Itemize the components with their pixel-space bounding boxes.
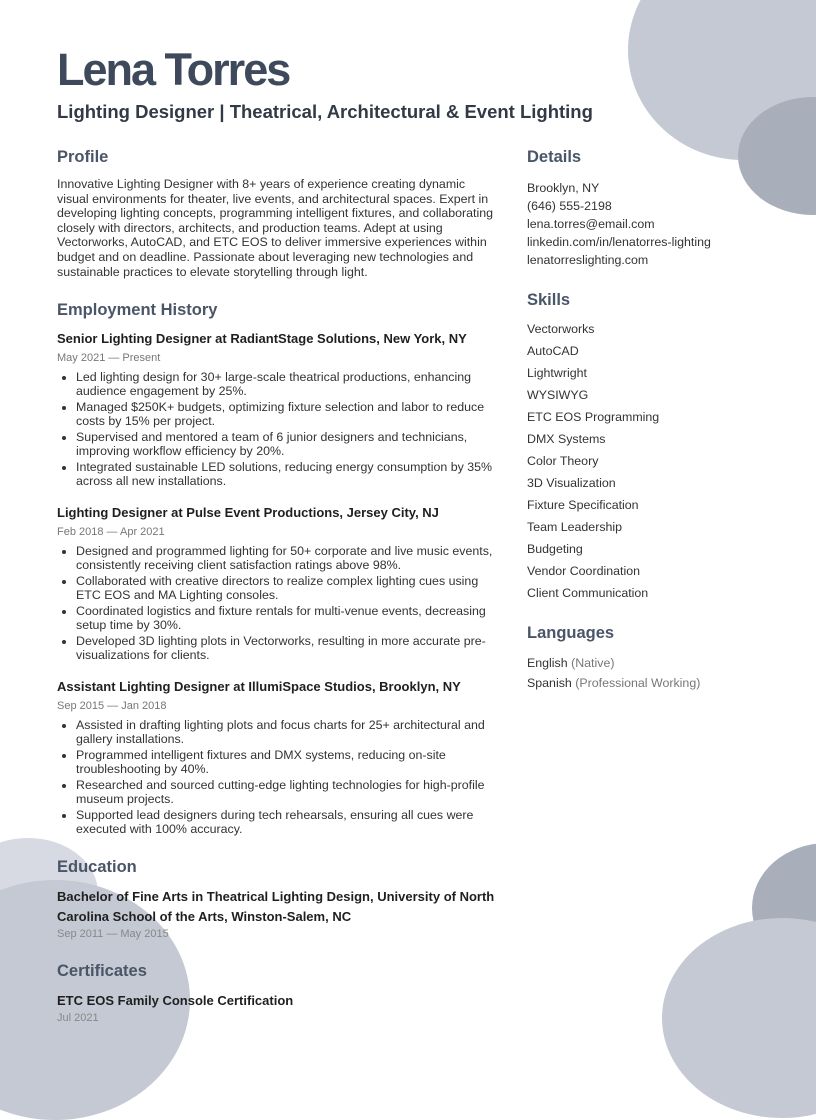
job-bullet: • Collaborated with creative directors to realize complex lighting cues using ETC EOS and MA Lighting consoles. [76, 574, 497, 602]
language-item [527, 653, 787, 673]
linkedin-link[interactable]: linkedin.com/in/lenatorres-lighting [527, 235, 711, 249]
skill-item: Color Theory [527, 454, 599, 468]
job-bullet: • Assisted in drafting lighting plots and focus charts for 25+ architectural and gallery installations. [76, 718, 497, 746]
candidate-name: Lena Torres [57, 44, 290, 95]
certificate-name: ETC EOS Family Console Certification [57, 993, 294, 1009]
education-heading: Education [57, 858, 137, 877]
job-dates: May 2021 — Present [57, 352, 161, 365]
skill-item: DMX Systems [527, 432, 606, 446]
certificate-dates: Jul 2021 [57, 1012, 99, 1025]
skills-heading: Skills [527, 291, 571, 309]
skill-item: Budgeting [527, 542, 583, 556]
job-bullet: • Researched and sourced cutting-edge lighting technologies for high-profile museum projects. [76, 778, 497, 806]
location-text: Brooklyn, NY [527, 181, 600, 195]
job-bullets [57, 544, 497, 662]
profile-section [57, 148, 497, 279]
profile-heading: Profile [57, 148, 109, 166]
job-bullet: • Supervised and mentored a team of 6 junior designers and technicians, improving workflow efficiency by 20%. [76, 430, 497, 458]
language-name: English [527, 656, 568, 670]
certificates-heading: Certificates [57, 962, 147, 981]
language-level: (Native) [571, 656, 615, 670]
profile-text: Innovative Lighting Designer with 8+ years of experience creating dynamic visual environments for theater, live events, and architectural spaces. Expert in developing lighting concepts, programming intelligent fixtures, and collaborating closely with directors, architects, and production teams. Adept at using Vectorworks, AutoCAD, and ETC EOS to deliver immersive experiences within budget and on deadline. Passionate about leveraging new technologies and sustainable practices to elevate storytelling through light. [57, 177, 493, 279]
job-bullet: • Developed 3D lighting plots in Vectorworks, resulting in more accurate pre-visualizations for clients. [76, 634, 497, 662]
employment-section [57, 301, 497, 836]
job-entry [57, 330, 497, 488]
job-title: Lighting Designer at Pulse Event Productions, Jersey City, NJ [57, 505, 439, 521]
education-dates: Sep 2011 — May 2015 [57, 928, 169, 941]
skill-item: ETC EOS Programming [527, 410, 660, 424]
skill-item: WYSIWYG [527, 388, 589, 402]
email-link[interactable]: lena.torres@email.com [527, 217, 655, 231]
employment-heading: Employment History [57, 301, 218, 320]
details-section [527, 148, 787, 269]
job-bullet: • Supported lead designers during tech rehearsals, ensuring all cues were executed with 100% accuracy. [76, 808, 497, 836]
skill-item: Vendor Coordination [527, 564, 640, 578]
skill-item: AutoCAD [527, 344, 579, 358]
languages-heading: Languages [527, 624, 615, 642]
sidebar-column [527, 148, 787, 693]
website-link[interactable]: lenatorreslighting.com [527, 253, 649, 267]
job-bullet: • Programmed intelligent fixtures and DMX systems, reducing on-site troubleshooting by 40%. [76, 748, 497, 776]
job-entry [57, 504, 497, 662]
details-heading: Details [527, 148, 582, 166]
skill-item: Vectorworks [527, 322, 595, 336]
job-bullet: • Led lighting design for 30+ large-scale theatrical productions, enhancing audience engagement by 25%. [76, 370, 497, 398]
skill-item: Client Communication [527, 586, 649, 600]
job-bullet: • Integrated sustainable LED solutions, reducing energy consumption by 35% across all new installations. [76, 460, 497, 488]
certificates-section [57, 962, 497, 1024]
decorative-circle [662, 918, 816, 1118]
job-bullet: • Coordinated logistics and fixture rentals for multi-venue events, decreasing setup time by 30%. [76, 604, 497, 632]
skills-section [527, 291, 787, 604]
skill-item: Team Leadership [527, 520, 623, 534]
job-entry [57, 678, 497, 836]
phone-text: (646) 555-2198 [527, 199, 612, 213]
job-title: Assistant Lighting Designer at IllumiSpace Studios, Brooklyn, NY [57, 679, 461, 695]
language-level: (Professional Working) [575, 676, 701, 690]
language-name: Spanish [527, 676, 572, 690]
job-bullets [57, 370, 497, 488]
candidate-headline: Lighting Designer | Theatrical, Architectural & Event Lighting [57, 101, 593, 122]
degree-title: Bachelor of Fine Arts in Theatrical Lighting Design, University of North Carolina School of the Arts, Winston-Salem, NC [57, 889, 495, 925]
job-dates: Feb 2018 — Apr 2021 [57, 526, 165, 539]
skill-item: Fixture Specification [527, 498, 639, 512]
job-bullet: • Managed $250K+ budgets, optimizing fixture selection and labor to reduce costs by 15% per project. [76, 400, 497, 428]
skill-item: Lightwright [527, 366, 587, 380]
job-dates: Sep 2015 — Jan 2018 [57, 700, 167, 713]
skill-item: 3D Visualization [527, 476, 616, 490]
languages-section [527, 624, 787, 693]
job-title: Senior Lighting Designer at RadiantStage Solutions, New York, NY [57, 331, 467, 347]
job-bullet: • Designed and programmed lighting for 50+ corporate and live music events, consistently receiving client satisfaction ratings above 98%. [76, 544, 497, 572]
education-section [57, 858, 497, 940]
main-column [57, 148, 497, 1024]
job-bullets [57, 718, 497, 836]
language-item [527, 673, 787, 693]
